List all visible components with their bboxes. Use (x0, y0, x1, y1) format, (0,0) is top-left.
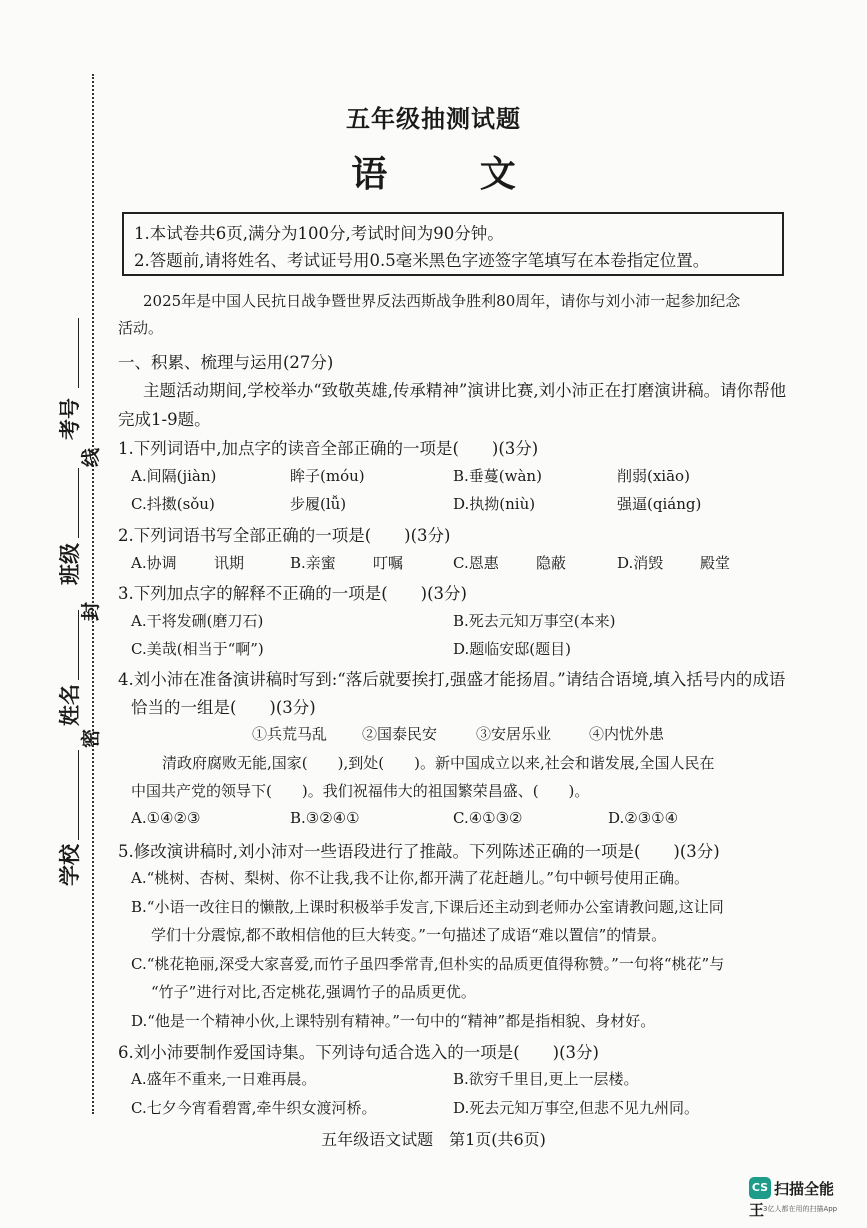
q2-option-c2: 隐蔽 (536, 554, 567, 572)
intro-line-2: 活动。 (118, 319, 164, 337)
q4-text-2: 中国共产党的领导下( )。我们祝福伟大的祖国繁荣昌盛、( )。 (131, 782, 590, 800)
exam-number-line (78, 318, 79, 388)
q2-option-d2: 殿堂 (700, 554, 731, 572)
name-line (78, 610, 79, 680)
camscanner-name: 扫描全能王 (749, 1179, 835, 1219)
q1-option-b1: B.垂蔓(wàn) (453, 467, 542, 485)
notice-line-1: 1.本试卷共6页,满分为100分,考试时间为90分钟。 (134, 224, 504, 243)
section-1-desc-2: 完成1-9题。 (118, 410, 211, 429)
name-label: 姓名 (57, 684, 82, 726)
q5-stem: 5.修改演讲稿时,刘小沛对一些语段进行了推敲。下列陈述正确的一项是( )(3分) (118, 842, 720, 861)
q1-option-b2: 削弱(xiāo) (617, 467, 690, 485)
q6-option-d: D.死去元知万事空,但悲不见九州同。 (453, 1099, 700, 1117)
q5-option-b-1: B.“小语一改往日的懒散,上课时积极举手发言,下课后还主动到老师办公室请教问题,这让同 (131, 898, 724, 916)
q4-option-b: B.③②④① (290, 809, 360, 827)
q2-stem: 2.下列词语书写全部正确的一项是( )(3分) (118, 526, 451, 545)
school-label: 学校 (57, 844, 82, 886)
exam-number-label: 考号 (57, 398, 82, 440)
q5-option-c-1: C.“桃花艳丽,深受大家喜爱,而竹子虽四季常青,但朴实的品质更值得称赞。”一句将“桃花”与 (131, 955, 725, 973)
q1-option-a1: A.间隔(jiàn) (131, 467, 217, 485)
q4-text-1: 清政府腐败无能,国家( ),到处( )。新中国成立以来,社会和谐发展,全国人民在 (162, 754, 715, 772)
q6-option-c: C.七夕今宵看碧霄,牵牛织女渡河桥。 (131, 1099, 377, 1117)
q5-option-c-2: “竹子”进行对比,否定桃花,强调竹子的品质更优。 (151, 983, 476, 1001)
q5-option-a: A.“桃树、杏树、梨树、你不让我,我不让你,都开满了花赶趟儿。”句中顿号使用正确。 (131, 869, 689, 887)
school-line (78, 750, 79, 840)
q1-option-d1: D.执拗(niù) (453, 495, 536, 513)
notice-line-2: 2.答题前,请将姓名、考试证号用0.5毫米黑色字迹签字笔填写在本卷指定位置。 (134, 251, 710, 270)
camscanner-tagline: 3亿人都在用的扫描App (763, 1205, 838, 1213)
notice-box (122, 212, 784, 276)
intro-line-1: 2025年是中国人民抗日战争暨世界反法西斯战争胜利80周年，请你与刘小沛一起参加纪念 (143, 292, 741, 310)
seal-char-mi: 密 (80, 728, 103, 749)
q4-stem-1: 4.刘小沛在准备演讲稿时写到:“落后就要挨打,强盛才能扬眉。”请结合语境,填入括号内的成语 (118, 670, 786, 689)
section-1-desc-1: 主题活动期间,学校举办“致敬英雄,传承精神”演讲比赛,刘小沛正在打磨演讲稿。请你帮他 (143, 381, 787, 400)
q6-option-b: B.欲穷千里目,更上一层楼。 (453, 1070, 639, 1088)
seal-char-feng: 封 (80, 601, 103, 622)
exam-title: 五年级抽测试题 (346, 104, 521, 133)
q3-stem: 3.下列加点字的解释不正确的一项是( )(3分) (118, 584, 467, 603)
q4-option-c: C.④①③② (453, 809, 523, 827)
q6-option-a: A.盛年不重来,一日难再晨。 (131, 1070, 317, 1088)
seal-char-xian: 线 (80, 447, 103, 468)
q3-option-c: C.美哉(相当于“啊”) (131, 640, 264, 658)
q2-option-d1: D.消毁 (617, 554, 664, 572)
q1-option-a2: 眸子(móu) (290, 467, 365, 485)
q4-idiom-2: ②国泰民安 (362, 725, 438, 743)
q4-stem-2: 恰当的一组是( )(3分) (131, 698, 316, 717)
camscanner-logo-icon: CS (749, 1177, 771, 1199)
q2-option-b1: B.亲蜜 (290, 554, 336, 572)
q1-stem: 1.下列词语中,加点字的读音全部正确的一项是( )(3分) (118, 439, 539, 458)
class-label: 班级 (57, 543, 82, 585)
q1-option-d2: 强逼(qiáng) (617, 495, 702, 513)
q2-option-c1: C.恩惠 (453, 554, 499, 572)
q4-idiom-3: ③安居乐业 (476, 725, 552, 743)
binding-dotted-line (92, 74, 94, 1114)
q5-option-d: D.“他是一个精神小伙,上课特别有精神。”一句中的“精神”都是指相貌、身材好。 (131, 1012, 656, 1030)
q4-option-a: A.①④②③ (131, 809, 201, 827)
q3-option-b: B.死去元知万事空(本来) (453, 612, 616, 630)
q2-option-b2: 叮嘱 (373, 554, 404, 572)
camscanner-watermark (749, 1177, 845, 1219)
page-footer: 五年级语文试题 第1页(共6页) (321, 1130, 546, 1149)
section-1-title: 一、积累、梳理与运用(27分) (118, 353, 334, 372)
class-line (78, 468, 79, 538)
q1-option-c2: 步履(lǚ) (290, 495, 347, 513)
q5-option-b-2: 学们十分震惊,都不敢相信他的巨大转变。”一句描述了成语“难以置信”的情景。 (151, 926, 667, 944)
q2-option-a2: 讯期 (214, 554, 245, 572)
q2-option-a1: A.协调 (131, 554, 177, 572)
q4-idiom-1: ①兵荒马乱 (252, 725, 328, 743)
subject-title: 语 文 (351, 153, 556, 195)
q3-option-d: D.题临安邸(题目) (453, 640, 571, 658)
q4-option-d: D.②③①④ (608, 809, 679, 827)
q4-idiom-4: ④内忧外患 (589, 725, 665, 743)
q3-option-a: A.干将发硎(磨刀石) (131, 612, 264, 630)
q1-option-c1: C.抖擞(sǒu) (131, 495, 215, 513)
q6-stem: 6.刘小沛要制作爱国诗集。下列诗句适合选入的一项是( )(3分) (118, 1043, 599, 1062)
